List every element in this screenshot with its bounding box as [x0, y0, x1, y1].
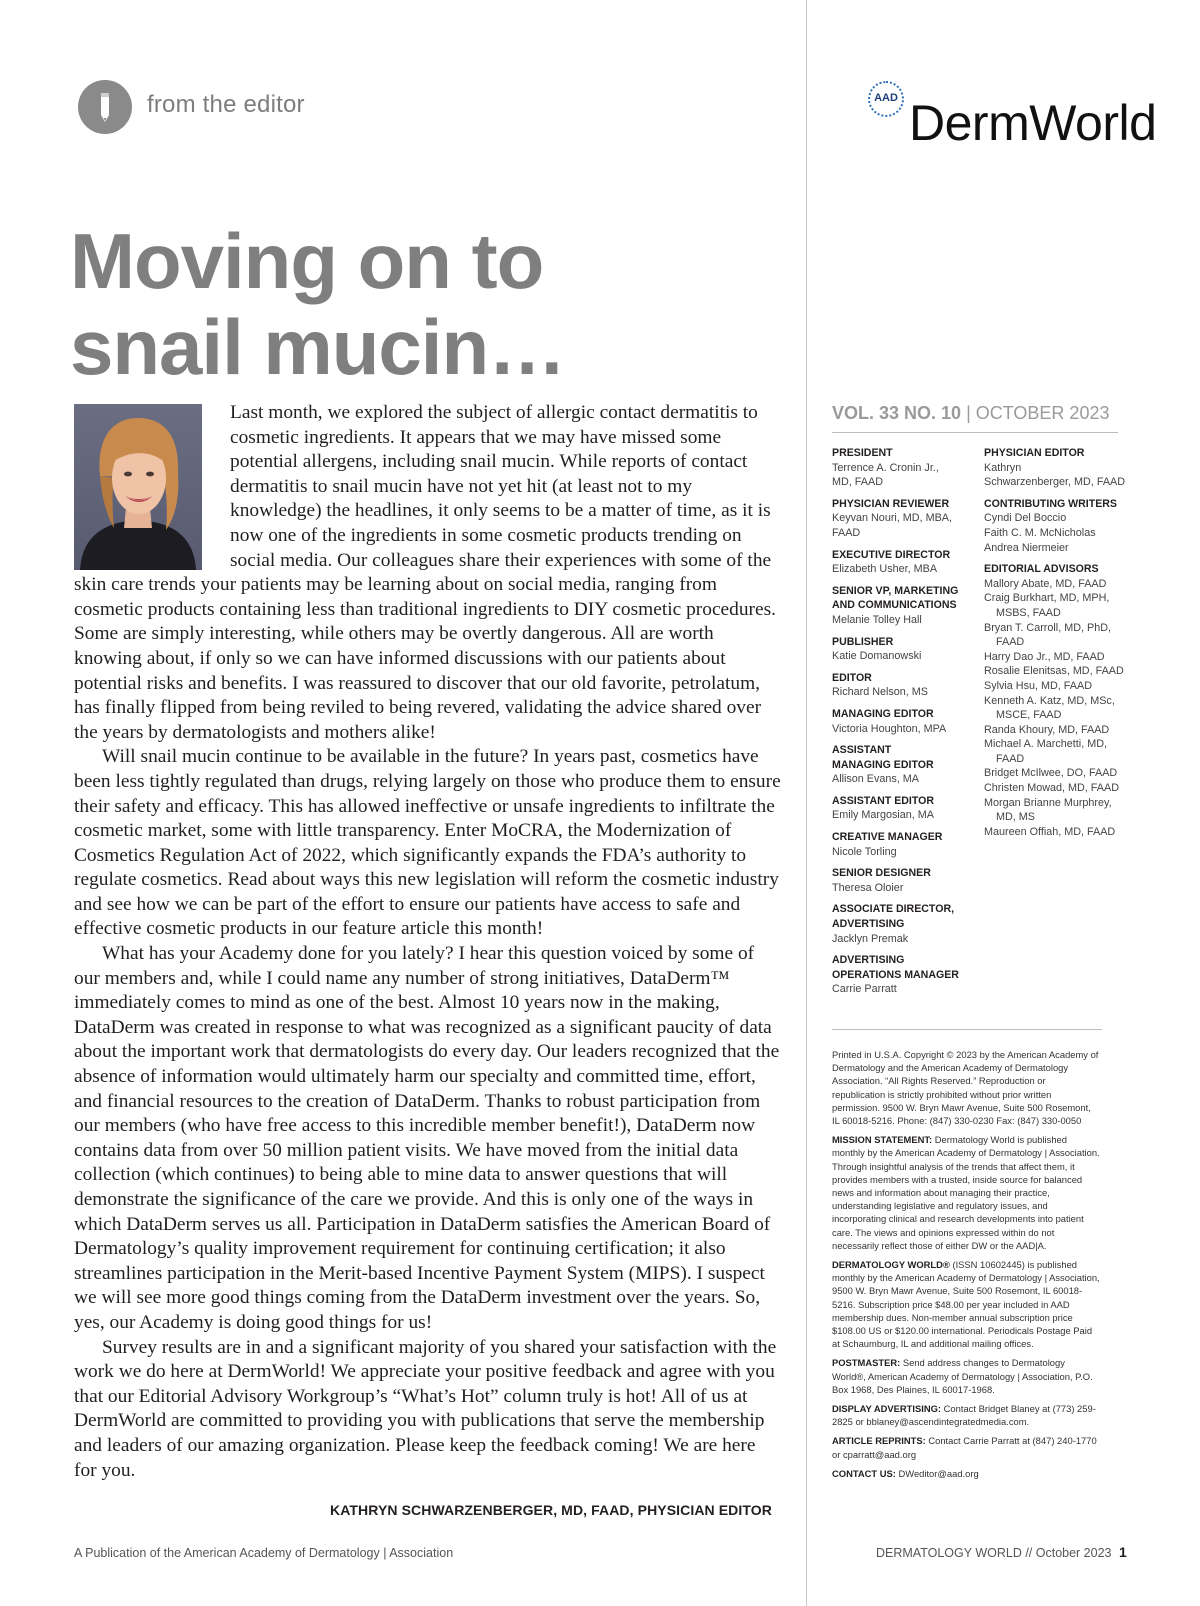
- staff-name: Randa Khoury, MD, FAAD: [984, 723, 1110, 736]
- staff-group: [832, 866, 982, 895]
- masthead-rule-top: [832, 432, 1118, 433]
- staff-title: ADVERTISING: [832, 954, 905, 967]
- legal-label: DERMATOLOGY WORLD®: [832, 1259, 950, 1271]
- staff-title: EDITORIAL ADVISORS: [984, 563, 1099, 576]
- staff-title: SENIOR VP, MARKETING: [832, 584, 959, 597]
- legal-notices: [832, 1048, 1100, 1486]
- legal-label: DISPLAY ADVERTISING:: [832, 1403, 942, 1415]
- staff-name: Michael A. Marchetti, MD,: [984, 738, 1107, 751]
- aad-seal-logo: AAD: [868, 81, 904, 117]
- legal-paragraph: [832, 1402, 1100, 1428]
- staff-group: [832, 794, 982, 823]
- staff-name: Bryan T. Carroll, MD, PhD,: [984, 621, 1111, 634]
- staff-group: [984, 562, 1134, 839]
- staff-group: [984, 497, 1134, 555]
- article-paragraph-4: Survey results are in and a significant majority of you shared your satisfaction with the work we do here at DermWorld! We appreciate your positive feedback and agree with you that our Editorial Advisory Workgroup’s “What’s Hot” column truly is hot! All of us at DermWorld are committed to providing you with publications that serve the membership and leaders of our amazing organization. Please keep the feedback coming! We are here for you.: [74, 1336, 777, 1481]
- staff-name: Theresa Oloier: [832, 881, 904, 894]
- legal-text: (ISSN 10602445) is published monthly by the American Academy of Dermatology | Association, 9500 W. Bryn Mawr Avenue, Suite 500 Rosemont, IL 60018-5216. Subscription price $48.00 per year included in AAD membership dues. Non-member annual subscription price $108.00 US or $120.00 international. Periodicals Postage Paid at Schaumburg, IL and additional mailing offices.: [832, 1259, 1100, 1350]
- byline: KATHRYN SCHWARZENBERGER, MD, FAAD, PHYSICIAN EDITOR: [330, 1502, 772, 1518]
- section-label: from the editor: [147, 91, 305, 118]
- staff-group: [832, 584, 982, 628]
- staff-group: [832, 446, 982, 490]
- staff-name: MSBS, FAAD: [996, 606, 1061, 619]
- staff-name: Terrence A. Cronin Jr.,: [832, 461, 939, 474]
- staff-title: OPERATIONS MANAGER: [832, 968, 959, 981]
- staff-name: Kathryn: [984, 461, 1022, 474]
- staff-name: FAAD: [832, 526, 861, 539]
- issue-separator: |: [961, 403, 976, 423]
- pencil-icon: [78, 80, 132, 134]
- staff-group: [832, 707, 982, 736]
- staff-name: Faith C. M. McNicholas: [984, 526, 1096, 539]
- staff-group: [832, 497, 982, 541]
- staff-column-right: [984, 446, 1134, 846]
- staff-title: PRESIDENT: [832, 447, 893, 459]
- staff-name: Allison Evans, MA: [832, 773, 920, 786]
- staff-name: Christen Mowad, MD, FAAD: [984, 782, 1119, 795]
- staff-name: Keyvan Nouri, MD, MBA,: [832, 512, 952, 525]
- staff-group: [832, 902, 982, 946]
- staff-name: Schwarzenberger, MD, FAAD: [984, 476, 1126, 489]
- legal-paragraph: [832, 1467, 1100, 1480]
- legal-paragraph: [832, 1356, 1100, 1396]
- staff-title: CONTRIBUTING WRITERS: [984, 497, 1118, 510]
- legal-label: ARTICLE REPRINTS:: [832, 1435, 926, 1447]
- staff-name: Bridget McIlwee, DO, FAAD: [984, 767, 1118, 780]
- staff-title: ASSOCIATE DIRECTOR,: [832, 903, 955, 916]
- staff-group: [832, 953, 982, 997]
- staff-name: Mallory Abate, MD, FAAD: [984, 577, 1107, 590]
- legal-paragraph: [832, 1133, 1100, 1252]
- staff-title: EDITOR: [832, 671, 872, 684]
- article-paragraph-2: Will snail mucin continue to be available in the future? In years past, cosmetics have been less tightly regulated than drugs, relying largely on those who produce them to ensure their safety and efficacy. This has allowed ineffective or unsafe ingredients to infiltrate the cosmetic market, some with little transparency. Enter MoCRA, the Modernization of Cosmetics Regulation Act of 2022, which significantly expands the FDA’s authority to regulate cosmetics. Read about ways this new legislation will reform the cosmetic industry and see how we can be part of the effort to ensure our patients have access to safe and effective cosmetic products in our feature article this month!: [74, 746, 781, 940]
- staff-title: ADVERTISING: [832, 918, 905, 931]
- footer-issue: DERMATOLOGY WORLD // October 2023: [876, 1546, 1112, 1560]
- legal-paragraph: [832, 1048, 1100, 1127]
- legal-text: Dermatology World is published monthly by the American Academy of Dermatology | Association. Through insightful analysis of the trends that affect them, it provides members with a trusted, inside source for balanced news and information about managing their practice, understanding legislative and regulatory issues, and incorporating clinical and research developments into patient care. The views and opinions expressed within do not necessarily reflect those of either DW or the AAD|A.: [832, 1134, 1100, 1251]
- staff-group: [984, 446, 1134, 490]
- article-paragraph-1: Last month, we explored the subject of allergic contact dermatitis to cosmetic ingredients. It appears that we may have missed some potential allergens, including snail mucin. While reports of contact dermatitis to snail mucin have not yet hit (at least not to my knowledge) the headlines, it only seems to be a matter of time, as it is now one of the ingredients in some cosmetic products trending on social media. Our colleagues share their experiences with some of the skin care trends your patients may be learning about on social media, ranging from cosmetic products containing less than traditional ingredients to DIY cosmetic procedures. Some are simply interesting, while others may be overtly dangerous. All are worth knowing about, if only so we can have informed discussions with our patients about potential risks and benefits. I was reassured to discover that our old favorite, petrolatum, has finally flipped from being reviled to being revered, validating the advice shared over the years by dermatologists and mothers alike!: [74, 402, 777, 743]
- staff-name: Kenneth A. Katz, MD, MSc,: [984, 694, 1115, 707]
- staff-title: AND COMMUNICATIONS: [832, 599, 957, 612]
- issue-volume: VOL. 33 NO. 10: [832, 403, 962, 423]
- staff-name: Richard Nelson, MS: [832, 686, 929, 699]
- staff-group: [832, 635, 982, 664]
- legal-text: Printed in U.S.A. Copyright © 2023 by the American Academy of Dermatology and the American Academy of Dermatology Association. “All Rights Reserved.” Reproduction or republication is strictly prohibited without prior written permission. 9500 W. Bryn Mawr Avenue, Suite 500 Rosemont, IL 60018-5216. Phone: (847) 330-0230 Fax: (847) 330-0050: [832, 1049, 1099, 1127]
- staff-title: SENIOR DESIGNER: [832, 867, 931, 880]
- staff-title: PUBLISHER: [832, 635, 894, 648]
- staff-name: Craig Burkhart, MD, MPH,: [984, 592, 1110, 605]
- legal-text: DWeditor@aad.org: [895, 1467, 979, 1479]
- staff-title: PHYSICIAN REVIEWER: [832, 497, 950, 510]
- staff-name: Sylvia Hsu, MD, FAAD: [984, 679, 1092, 692]
- staff-title: CREATIVE MANAGER: [832, 831, 943, 844]
- column-divider: [806, 0, 807, 1606]
- staff-name: Morgan Brianne Murphrey,: [984, 796, 1112, 809]
- staff-name: Cyndi Del Boccio: [984, 512, 1067, 525]
- staff-title: EXECUTIVE DIRECTOR: [832, 548, 951, 561]
- issue-date: OCTOBER 2023: [975, 403, 1110, 423]
- staff-group: [832, 548, 982, 577]
- legal-paragraph: [832, 1258, 1100, 1350]
- staff-name: Emily Margosian, MA: [832, 809, 934, 822]
- headline: [70, 218, 565, 390]
- staff-title: ASSISTANT: [832, 744, 892, 757]
- legal-label: MISSION STATEMENT:: [832, 1134, 933, 1146]
- staff-name: Carrie Parratt: [832, 983, 897, 996]
- staff-name: Maureen Offiah, MD, FAAD: [984, 825, 1116, 838]
- masthead-rule-bottom: [832, 1029, 1102, 1030]
- staff-name: Katie Domanowski: [832, 650, 922, 663]
- footer-publication: A Publication of the American Academy of Dermatology | Association: [74, 1546, 454, 1560]
- staff-group: [832, 743, 982, 787]
- staff-title: ASSISTANT EDITOR: [832, 794, 935, 807]
- staff-group: [832, 671, 982, 700]
- legal-label: CONTACT US:: [832, 1467, 896, 1479]
- staff-name: FAAD: [996, 636, 1025, 649]
- staff-group: [832, 830, 982, 859]
- staff-name: Harry Dao Jr., MD, FAAD: [984, 650, 1105, 663]
- staff-name: Melanie Tolley Hall: [832, 613, 922, 626]
- staff-name: MD, FAAD: [832, 476, 883, 489]
- staff-name: MSCE, FAAD: [996, 709, 1062, 722]
- staff-name: MD, MS: [996, 811, 1035, 824]
- staff-title: MANAGING EDITOR: [832, 707, 934, 720]
- dermworld-logo: DermWorld: [909, 95, 1157, 151]
- staff-name: FAAD: [996, 752, 1025, 765]
- headline-line-2: snail mucin…: [70, 303, 566, 391]
- legal-label: POSTMASTER:: [832, 1357, 901, 1369]
- headline-line-1: Moving on to: [70, 217, 544, 305]
- staff-column-left: [832, 446, 982, 1004]
- staff-name: Elizabeth Usher, MBA: [832, 563, 938, 576]
- legal-text: Contact Bridget Blaney at (773) 259-2825 or bblaney@ascendintegratedmedia.com.: [832, 1403, 1096, 1428]
- staff-name: Victoria Houghton, MPA: [832, 722, 947, 735]
- legal-text: Contact Carrie Parratt at (847) 240-1770 or cparratt@aad.org: [832, 1435, 1097, 1460]
- editorial-article: [74, 401, 782, 1483]
- staff-name: Jacklyn Premak: [832, 932, 909, 945]
- page-number: 1: [1119, 1544, 1127, 1560]
- issue-line: [832, 403, 1109, 424]
- staff-title: PHYSICIAN EDITOR: [984, 447, 1085, 459]
- staff-name: Andrea Niermeier: [984, 541, 1069, 554]
- article-paragraph-3: What has your Academy done for you lately? I hear this question voiced by some of our members and, while I could name any number of strong initiatives, DataDerm™ immediately comes to mind as one of the best. Almost 10 years now in the making, DataDerm was created in response to what was recognized as a significant paucity of data about the important work that dermatologists do every day. Our leaders recognized that the absence of information would ultimately harm our specialty and committed time, effort, and financial resources to the creation of DataDerm. Thanks to robust participation from our members (who have free access to this incredible member benefit!), DataDerm now contains data from over 50 million patient visits. We have moved from the initial data collection (which continues) to being able to mine data to answer questions that will demonstrate the significance of the care we provide. And this is only one of the ways in which DataDerm serves us all. Participation in DataDerm satisfies the American Board of Dermatology’s quality improvement requirement for continuing certification; it also streamlines participation in the Merit-based Incentive Payment System (MIPS). I suspect we will see more good things coming from the DataDerm investment over the years. So, yes, our Academy is doing good things for us!: [74, 943, 780, 1333]
- staff-name: Rosalie Elenitsas, MD, FAAD: [984, 665, 1124, 678]
- legal-text: Send address changes to Dermatology World®, American Academy of Dermatology | Association, P.O. Box 1968, Des Plaines, IL 60017-1968.: [832, 1357, 1093, 1395]
- staff-name: Nicole Torling: [832, 845, 897, 858]
- legal-paragraph: [832, 1434, 1100, 1460]
- staff-title: MANAGING EDITOR: [832, 758, 934, 771]
